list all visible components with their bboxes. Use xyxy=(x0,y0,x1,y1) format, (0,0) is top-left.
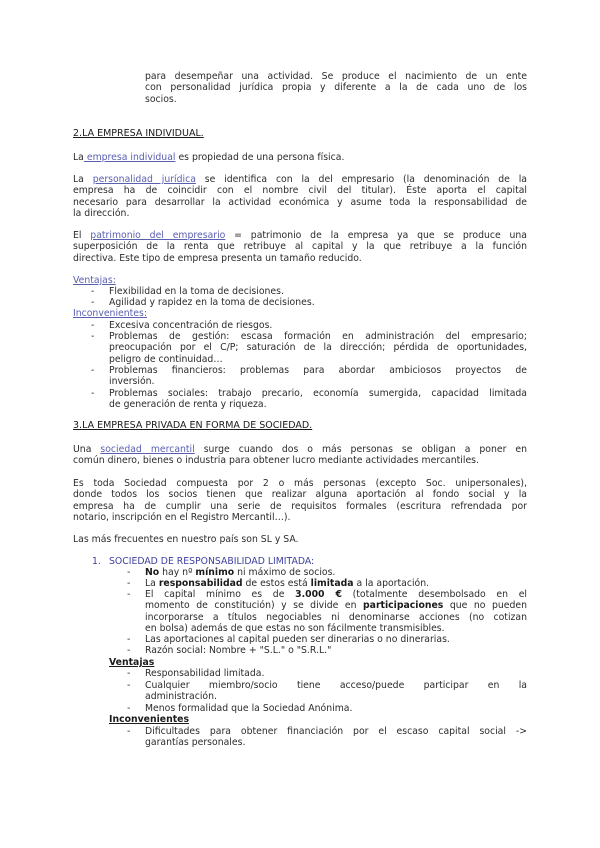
list-dash: - xyxy=(91,331,95,342)
list-item-line: Cualquier miembro/socio tiene acceso/puede participar en la xyxy=(145,680,527,691)
list-item-line: Problemas de gestión: escasa formación en administración del empresario; xyxy=(109,331,527,342)
subsection-title: SOCIEDAD DE RESPONSABILIDAD LIMITADA: xyxy=(109,556,315,567)
paragraph xyxy=(73,230,527,264)
paragraph-line: Es toda Sociedad compuesta por 2 o más personas (excepto Soc. unipersonales), xyxy=(73,478,527,489)
list-dash: - xyxy=(127,567,131,578)
list-item xyxy=(109,365,527,388)
text: La xyxy=(73,174,93,185)
ventajas-label[interactable]: Ventajas: xyxy=(73,275,116,286)
paragraph-line: superposición de la renta que retribuye al capital y la que retribuye a la función xyxy=(73,241,527,253)
list-dash: - xyxy=(127,589,131,600)
list-number: 1. xyxy=(92,556,101,567)
intro-line: con personalidad jurídica propia y diferente a la de cada uno de los xyxy=(145,82,527,94)
list-item-line: en bolsa) además de que estas no son fácilmente transmisibles. xyxy=(145,623,445,635)
list-item: Las aportaciones al capital pueden ser dinerarias o no dinerarias. xyxy=(145,634,450,645)
paragraph-line: común dinero, bienes o industria para obtener lucro mediante actividades mercantiles. xyxy=(73,455,479,467)
paragraph xyxy=(73,174,527,220)
list-item: Flexibilidad en la toma de decisiones. xyxy=(109,286,284,297)
list-item xyxy=(145,726,527,749)
list-dash: - xyxy=(127,726,131,737)
list-item-line xyxy=(145,589,527,600)
list-dash: - xyxy=(91,320,95,331)
text: que no pueden xyxy=(443,600,527,612)
list-item-line: Problemas financieros: problemas para abordar ambiciosos proyectos de xyxy=(109,365,527,376)
term-link[interactable]: personalidad jurídica xyxy=(92,174,196,185)
list-dash: - xyxy=(91,388,95,399)
list-item-line xyxy=(145,600,527,611)
text: Una xyxy=(73,444,101,455)
list-item-line: preocupación por el C/P; saturación de la dirección; pérdida de oportunidades, xyxy=(109,342,527,354)
paragraph-line: donde todos los socios tienen que realizar alguna aportación al fondo social y la xyxy=(73,489,527,501)
section-heading: 2.LA EMPRESA INDIVIDUAL. xyxy=(73,128,204,139)
section-heading: 3.LA EMPRESA PRIVADA EN FORMA DE SOCIEDAD. xyxy=(73,420,313,431)
inconvenientes-label[interactable]: Inconvenientes: xyxy=(73,308,147,319)
paragraph xyxy=(73,152,344,163)
list-item xyxy=(109,388,527,411)
text: La xyxy=(145,578,159,589)
intro-paragraph xyxy=(145,71,527,105)
text: ni máximo de socios. xyxy=(234,567,336,578)
list-item-line: garantías personales. xyxy=(145,737,246,749)
paragraph-line: necesario para desarrollar la actividad económica y asume toda la responsabilidad de xyxy=(73,196,527,208)
text: momento de constitución) y se divide en xyxy=(145,600,364,612)
list-dash: - xyxy=(127,668,131,679)
list-item xyxy=(145,578,429,589)
inconvenientes-label: Inconvenientes xyxy=(109,714,189,725)
list-dash: - xyxy=(127,578,131,589)
text: de estos está xyxy=(242,578,311,589)
list-item-line: de generación de renta y riqueza. xyxy=(109,399,267,411)
list-item xyxy=(145,567,335,578)
paragraph-line xyxy=(73,174,527,185)
text: surge cuando dos o más personas se obligan a poner en xyxy=(194,444,527,455)
text: = patrimonio de la empresa ya que se produce una xyxy=(225,230,527,241)
paragraph-line xyxy=(73,444,527,455)
list-dash: - xyxy=(127,645,131,656)
list-dash: - xyxy=(127,634,131,645)
text: (totalmente desembolsado en el xyxy=(341,589,528,600)
paragraph xyxy=(73,478,527,524)
paragraph-line xyxy=(73,230,527,241)
paragraph-line: empresa ha de coincidir con el nombre civil del titular). Éste aporta el capital xyxy=(73,185,527,197)
text: se identifica con la del empresario (la denominación de la xyxy=(195,174,527,185)
paragraph xyxy=(73,444,527,467)
list-dash: - xyxy=(91,286,95,297)
text: El xyxy=(73,230,91,241)
list-item-line: peligro de continuidad… xyxy=(109,353,223,365)
list-item: Razón social: Nombre + "S.L." o "S.R.L." xyxy=(145,645,332,656)
ventajas-label: Ventajas xyxy=(109,657,155,668)
paragraph-line: directiva. Este tipo de empresa presenta un tamaño reducido. xyxy=(73,252,362,264)
list-item: Excesiva concentración de riesgos. xyxy=(109,320,273,331)
paragraph-line: notario, inscripción en el Registro Mercantil…). xyxy=(73,512,291,524)
list-item xyxy=(145,680,527,703)
list-item-line: Dificultades para obtener financiación por el escaso capital social -> xyxy=(145,726,527,737)
text: La xyxy=(73,152,84,163)
bold-text: limitada xyxy=(310,578,354,589)
list-dash: - xyxy=(127,703,131,714)
list-dash: - xyxy=(91,365,95,376)
bold-text: 3.000 € xyxy=(295,589,342,600)
paragraph-line: la dirección. xyxy=(73,208,130,220)
list-dash: - xyxy=(127,680,131,691)
bold-text: responsabilidad xyxy=(158,578,243,589)
list-item xyxy=(145,589,527,635)
term-link[interactable]: sociedad mercantil xyxy=(100,444,195,455)
list-item: Menos formalidad que la Sociedad Anónima. xyxy=(145,703,353,714)
list-item: Responsabilidad limitada. xyxy=(145,668,265,679)
bold-text: participaciones xyxy=(363,600,444,612)
list-item-line: incorporarse a títulos negociables ni denominarse acciones (no cotizan xyxy=(145,611,527,623)
intro-line: socios. xyxy=(145,93,177,105)
text: hay nº xyxy=(159,567,196,578)
list-item-line: administración. xyxy=(145,691,217,703)
list-dash: - xyxy=(91,297,95,308)
text: El capital mínimo es de xyxy=(145,589,296,600)
intro-line: para desempeñar una actividad. Se produce el nacimiento de un ente xyxy=(145,71,527,82)
bold-text: No xyxy=(145,567,160,578)
list-item xyxy=(109,331,527,365)
text: es propiedad de una persona física. xyxy=(175,152,345,163)
text: a la aportación. xyxy=(353,578,430,589)
term-link[interactable]: empresa individual xyxy=(83,152,176,163)
bold-text: mínimo xyxy=(195,567,235,578)
list-item-line: Problemas sociales: trabajo precario, economía sumergida, capacidad limitada xyxy=(109,388,527,399)
paragraph-line: empresa ha de cumplir una serie de requisitos formales (escritura refrendada por xyxy=(73,500,527,512)
list-item: Agilidad y rapidez en la toma de decisiones. xyxy=(109,297,315,308)
term-link[interactable]: patrimonio del empresario xyxy=(90,230,226,241)
list-item-line: inversión. xyxy=(109,376,155,388)
paragraph: Las más frecuentes en nuestro país son SL y SA. xyxy=(73,534,299,545)
